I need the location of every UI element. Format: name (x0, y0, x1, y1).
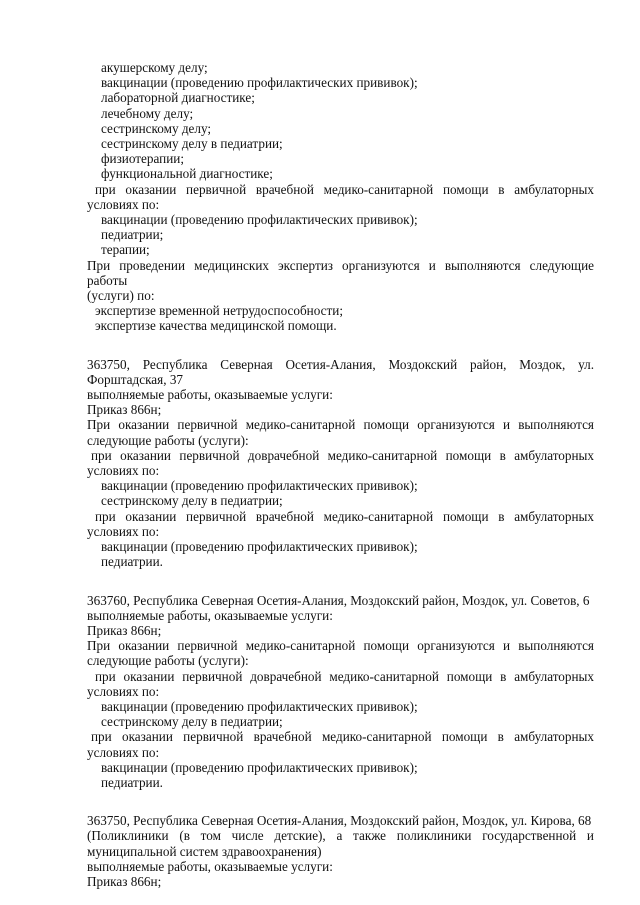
paragraph-cont: следующие работы (услуги): (87, 653, 249, 669)
works-label: выполняемые работы, оказываемые услуги: (87, 607, 333, 623)
block-address-forshtadskaya (87, 357, 594, 570)
list-item: терапии; (101, 242, 150, 258)
address-line: 363750, Республика Северная Осетия-Алания, Моздокский район, Моздок, ул. (87, 356, 594, 372)
paragraph: При оказании первичной медико-санитарной помощи организуются и выполняются (87, 417, 594, 433)
list-item: вакцинации (проведению профилактических прививок); (101, 75, 418, 91)
list-item: сестринскому делу в педиатрии; (101, 136, 283, 152)
list-item: вакцинации (проведению профилактических прививок); (101, 539, 418, 555)
block-continuation (87, 60, 594, 334)
list-item: вакцинации (проведению профилактических прививок); (101, 478, 418, 494)
paragraph: При проведении медицинских экспертиз организуются и выполняются следующие работы (87, 257, 594, 288)
works-label: выполняемые работы, оказываемые услуги: (87, 858, 333, 874)
address-line: (Поликлиники (в том числе детские), а также поликлиники государственной и (87, 828, 594, 844)
list-item: педиатрии. (101, 554, 163, 570)
list-item: сестринскому делу в педиатрии; (101, 714, 283, 730)
address-line: Форштадская, 37 (87, 371, 184, 387)
list-item: акушерскому делу; (101, 60, 208, 75)
list-item: лечебному делу; (101, 105, 194, 121)
address-line: муниципальной систем здравоохранения) (87, 843, 322, 859)
list-item: экспертизе качества медицинской помощи. (95, 318, 337, 334)
address-line: 363760, Республика Северная Осетия-Алания, Моздокский район, Моздок, ул. Советов, 6 (87, 592, 590, 608)
section-heading-cont: условиях по: (87, 196, 160, 212)
section-heading: при оказании первичной врачебной медико-санитарной помощи в амбулаторных (95, 508, 594, 524)
section-heading: при оказании первичной врачебной медико-санитарной помощи в амбулаторных (91, 729, 594, 745)
list-item: функциональной диагностике; (101, 166, 273, 182)
section-heading-cont: условиях по: (87, 523, 160, 539)
block-address-sovetov (87, 593, 594, 791)
block-address-kirova (87, 813, 594, 889)
list-item: педиатрии. (101, 774, 163, 790)
works-label: выполняемые работы, оказываемые услуги: (87, 387, 333, 403)
list-item: экспертизе временной нетрудоспособности; (95, 303, 343, 319)
paragraph-cont: (услуги) по: (87, 288, 155, 304)
list-item: вакцинации (проведению профилактических прививок); (101, 759, 418, 775)
list-item: педиатрии; (101, 227, 164, 243)
address-line: 363750, Республика Северная Осетия-Алания, Моздокский район, Моздок, ул. Кирова, 68 (87, 813, 592, 829)
list-item: сестринскому делу; (101, 120, 212, 136)
section-heading: при оказании первичной доврачебной медико-санитарной помощи в амбулаторных (91, 447, 594, 463)
order-label: Приказ 866н; (87, 402, 162, 418)
list-item: вакцинации (проведению профилактических прививок); (101, 698, 418, 714)
section-heading: при оказании первичной врачебной медико-санитарной помощи в амбулаторных (95, 181, 594, 197)
section-heading-cont: условиях по: (87, 463, 160, 479)
list-item: физиотерапии; (101, 151, 185, 167)
paragraph-cont: следующие работы (услуги): (87, 432, 249, 448)
section-heading-cont: условиях по: (87, 744, 160, 760)
section-heading: при оказании первичной доврачебной медико-санитарной помощи в амбулаторных (95, 668, 594, 684)
list-item: сестринскому делу в педиатрии; (101, 493, 283, 509)
section-heading-cont: условиях по: (87, 683, 160, 699)
list-item: лабораторной диагностике; (101, 90, 255, 106)
order-label: Приказ 866н; (87, 622, 162, 638)
paragraph: При оказании первичной медико-санитарной помощи организуются и выполняются (87, 638, 594, 654)
list-item: вакцинации (проведению профилактических прививок); (101, 212, 418, 228)
order-label: Приказ 866н; (87, 873, 162, 889)
